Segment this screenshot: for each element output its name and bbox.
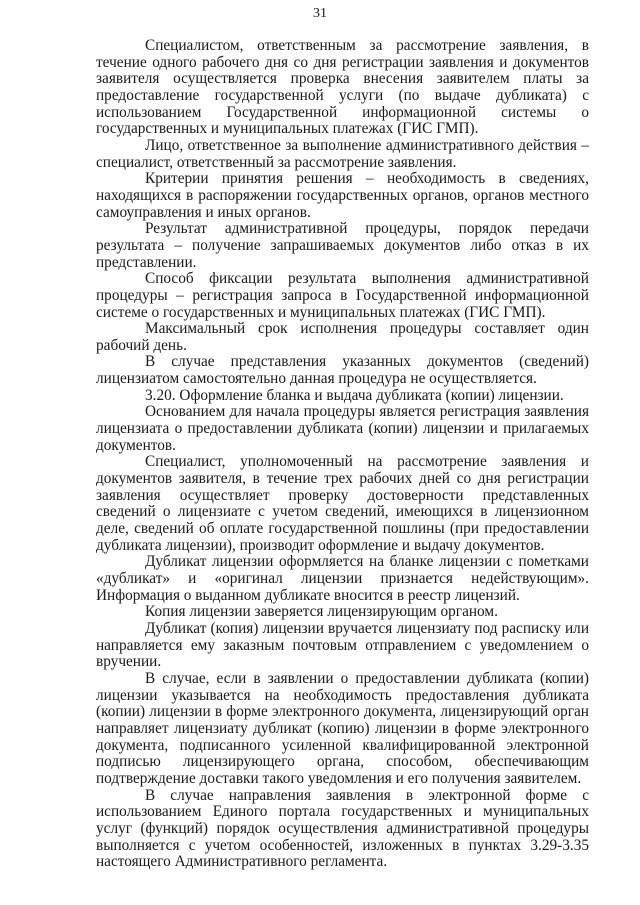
paragraph: Критерии принятия решения – необходимость в сведениях, находящихся в распоряжении государственных органов, органов местного самоуправления и иных органов.: [96, 170, 589, 221]
paragraph: Дубликат лицензии оформляется на бланке лицензии с пометками «дубликат» и «оригинал лицензии признается недействующим». Информация о выданном дубликате вносится в реестр лицензий.: [96, 553, 589, 604]
paragraph: Специалистом, ответственным за рассмотрение заявления, в течение одного рабочего дня со дня регистрации заявления и документов заявителя осуществляется проверка внесения заявителем платы за предоставление государственной услуги (по выдаче дубликата) с использованием Государственной информационной системы о государственных и муниципальных платежах (ГИС ГМП).: [96, 37, 589, 138]
paragraph: Специалист, уполномоченный на рассмотрение заявления и документов заявителя, в течение трех рабочих дней со дня регистрации заявления осуществляет проверку достоверности представленных сведений о лицензиате с учетом сведений, имеющихся в лицензионном деле, сведений об оплате государственной пошлины (при предоставлении дубликата лицензии), производит оформление и выдачу документов.: [96, 453, 589, 554]
paragraph: В случае направления заявления в электронной форме с использованием Единого портала государственных и муниципальных услуг (функций) порядок осуществления административной процедуры выполняется с учетом особенностей, изложенных в пунктах 3.29-3.35 настоящего Административного регламента.: [96, 786, 589, 871]
paragraph: Результат административной процедуры, порядок передачи результата – получение запрашиваемых документов либо отказ в их представлении.: [96, 220, 589, 271]
paragraph: В случае, если в заявлении о предоставлении дубликата (копии) лицензии указывается на необходимость предоставления дубликата (копии) лицензии в форме электронного документа, лицензирующий орган направляет лицензиату дубликат (копию) лицензии в форме электронного документа, подписанного усиленной квалифицированной электронной подписью лицензирующего органа, способом, обеспечивающим подтверждение доставки такого уведомления и его получения заявителем.: [96, 669, 589, 787]
paragraph: Дубликат (копия) лицензии вручается лицензиату под расписку или направляется ему заказным почтовым отправлением с уведомлением о вручении.: [96, 619, 589, 671]
paragraph: Лицо, ответственное за выполнение административного действия – специалист, ответственный за рассмотрение заявления.: [96, 136, 589, 171]
paragraph: В случае представления указанных документов (сведений) лицензиатом самостоятельно данная процедура не осуществляется.: [96, 353, 589, 388]
paragraph: Способ фиксации результата выполнения административной процедуры – регистрация запроса в Государственной информационной системе о государственных и муниципальных платежах (ГИС ГМП).: [96, 270, 589, 321]
page-number: 31: [313, 6, 327, 21]
paragraph: Максимальный срок исполнения процедуры составляет один рабочий день.: [96, 320, 589, 354]
paragraph: Копия лицензии заверяется лицензирующим органом.: [145, 603, 498, 621]
paragraph: Основанием для начала процедуры является регистрация заявления лицензиата о предоставлении дубликата (копии) лицензии и прилагаемых документов.: [96, 403, 589, 454]
section-heading: 3.20. Оформление бланка и выдача дубликата (копии) лицензии.: [145, 386, 564, 404]
document-body: [96, 38, 589, 871]
